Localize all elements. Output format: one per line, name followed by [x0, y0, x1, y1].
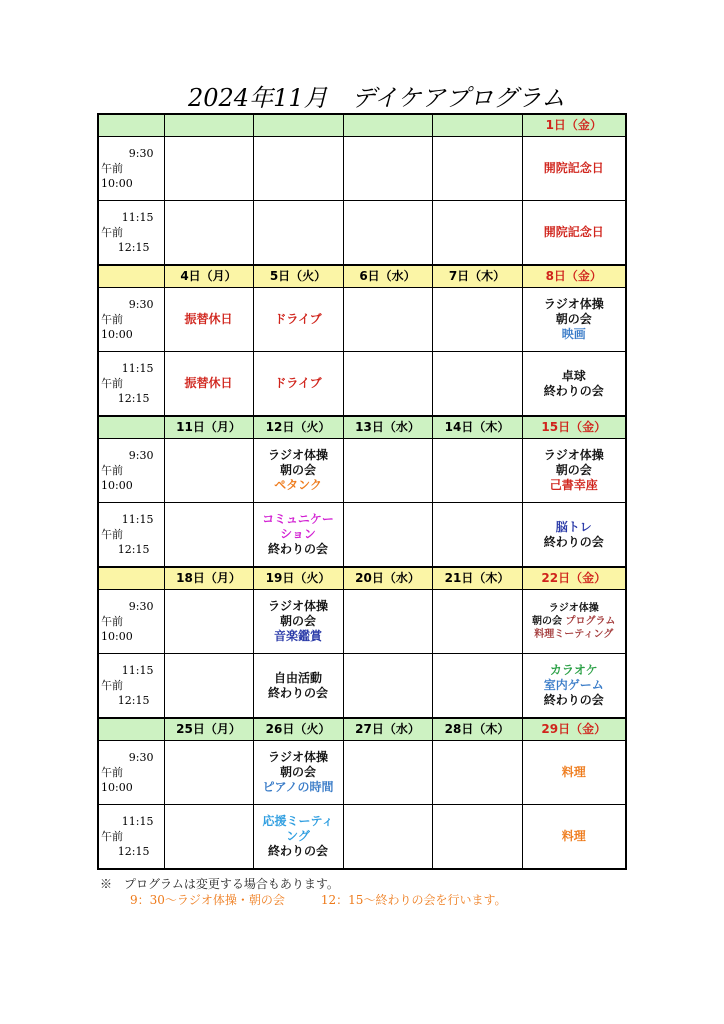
- program-item: [254, 448, 343, 463]
- day-header: 13日（水）: [343, 416, 432, 439]
- program-cell: [343, 654, 432, 719]
- program-text: 振替休日: [184, 376, 233, 390]
- note-change-notice: ※ プログラムは変更する場合もあります。: [100, 877, 339, 891]
- program-item: [254, 478, 343, 493]
- program-cell: [253, 590, 343, 654]
- program-text: コミュニケー: [262, 512, 334, 526]
- program-cell: [432, 288, 522, 352]
- time-end: 10:00: [101, 781, 133, 794]
- program-item: [165, 376, 253, 391]
- time-label-cell: [98, 439, 164, 503]
- program-cell: [164, 352, 253, 417]
- time-slot-row: [98, 439, 626, 503]
- program-text: ピアノの時間: [262, 780, 334, 794]
- program-text: カラオケ: [549, 663, 598, 677]
- program-item: [523, 602, 626, 615]
- program-item: [254, 599, 343, 614]
- program-item: [523, 384, 626, 399]
- header-time-cell: [98, 114, 164, 137]
- time-start: 9:30: [128, 751, 154, 764]
- program-item: [523, 663, 626, 678]
- program-cell: [164, 503, 253, 568]
- program-text: ラジオ体操: [267, 599, 328, 613]
- program-cell: [253, 137, 343, 201]
- time-start: 9:30: [128, 449, 154, 462]
- program-cell: [253, 439, 343, 503]
- time-end: 12:15: [117, 392, 150, 405]
- program-item: [254, 463, 343, 478]
- program-cell: [343, 741, 432, 805]
- program-text: 終わりの会: [267, 542, 328, 556]
- time-start: 9:30: [128, 600, 154, 613]
- program-text: ラジオ体操: [267, 750, 328, 764]
- header-time-cell: [98, 567, 164, 590]
- program-cell: [432, 654, 522, 719]
- day-header: 29日（金）: [522, 718, 626, 741]
- program-item: [254, 814, 343, 829]
- program-item: [165, 312, 253, 327]
- day-header: 5日（火）: [253, 265, 343, 288]
- program-cell: [432, 439, 522, 503]
- day-header: 21日（木）: [432, 567, 522, 590]
- program-item: [523, 615, 626, 628]
- program-text: 振替休日: [184, 312, 233, 326]
- program-text: ラジオ体操: [543, 448, 604, 462]
- day-header: 20日（水）: [343, 567, 432, 590]
- day-header: [253, 114, 343, 137]
- day-header: 11日（月）: [164, 416, 253, 439]
- day-header: [343, 114, 432, 137]
- program-text: 己書幸座: [549, 478, 598, 492]
- program-cell: [343, 503, 432, 568]
- program-item: [254, 527, 343, 542]
- day-header: 22日（金）: [522, 567, 626, 590]
- program-text: 終わりの会: [543, 534, 604, 549]
- program-text: ラジオ体操: [543, 297, 604, 311]
- program-cell: [164, 137, 253, 201]
- program-cell: [522, 503, 626, 568]
- program-item: [254, 829, 343, 844]
- time-period: 午前: [101, 464, 123, 477]
- program-text: ション: [280, 527, 316, 541]
- program-cell: [253, 805, 343, 870]
- program-item: [254, 542, 343, 557]
- day-header: 25日（月）: [164, 718, 253, 741]
- time-label-cell: [98, 805, 164, 870]
- program-item: [523, 312, 626, 327]
- program-text: 卓球: [561, 368, 586, 383]
- program-text: 朝の会: [532, 616, 563, 627]
- program-text: 料理: [561, 765, 586, 779]
- program-text: 終わりの会: [543, 693, 604, 707]
- program-cell: [164, 288, 253, 352]
- time-slot-row: [98, 654, 626, 719]
- day-header: 14日（木）: [432, 416, 522, 439]
- day-header: 19日（火）: [253, 567, 343, 590]
- day-header: 18日（月）: [164, 567, 253, 590]
- program-item: [523, 829, 626, 844]
- time-end: 10:00: [101, 630, 133, 643]
- program-item: [254, 780, 343, 795]
- notes: [100, 876, 660, 908]
- day-header: 1日（金）: [522, 114, 626, 137]
- time-slot-row: [98, 201, 626, 266]
- program-item: [254, 376, 343, 391]
- header-time-cell: [98, 265, 164, 288]
- program-item: [254, 844, 343, 859]
- week-header-row: [98, 567, 626, 590]
- program-cell: [343, 805, 432, 870]
- program-item: [523, 297, 626, 312]
- week-header-row: [98, 718, 626, 741]
- program-text: 開院記念日: [543, 225, 604, 239]
- time-label-cell: [98, 503, 164, 568]
- time-start: 11:15: [121, 513, 154, 526]
- program-cell: [253, 352, 343, 417]
- header-time-cell: [98, 718, 164, 741]
- program-item: [523, 765, 626, 780]
- program-text: 終わりの会: [267, 685, 328, 700]
- program-item: [523, 463, 626, 478]
- program-cell: [432, 503, 522, 568]
- program-item: [254, 312, 343, 327]
- time-period: 午前: [101, 377, 123, 390]
- day-header: 8日（金）: [522, 265, 626, 288]
- program-item: [254, 750, 343, 765]
- program-item: [523, 535, 626, 550]
- program-text: 朝の会: [555, 463, 592, 477]
- program-cell: [432, 590, 522, 654]
- program-item: [254, 629, 343, 644]
- time-period: 午前: [101, 528, 123, 541]
- program-cell: [164, 654, 253, 719]
- program-text: ドライブ: [274, 312, 322, 326]
- program-calendar: [97, 113, 627, 870]
- day-header: 6日（水）: [343, 265, 432, 288]
- program-text: 終わりの会: [267, 844, 328, 858]
- program-item: [254, 686, 343, 701]
- time-label-cell: [98, 741, 164, 805]
- program-text: ラジオ体操: [548, 603, 599, 614]
- program-item: [254, 512, 343, 527]
- program-text: 脳トレ: [555, 519, 592, 534]
- program-cell: [164, 590, 253, 654]
- program-item: [523, 369, 626, 384]
- program-cell: [164, 201, 253, 266]
- time-slot-row: [98, 288, 626, 352]
- program-cell: [343, 288, 432, 352]
- program-text: ング: [286, 829, 310, 843]
- program-cell: [522, 201, 626, 266]
- time-start: 9:30: [128, 298, 154, 311]
- program-cell: [432, 137, 522, 201]
- time-label-cell: [98, 137, 164, 201]
- program-cell: [522, 741, 626, 805]
- time-end: 12:15: [117, 241, 150, 254]
- program-item: [523, 161, 626, 176]
- program-cell: [522, 137, 626, 201]
- program-item: [523, 628, 626, 641]
- program-cell: [164, 741, 253, 805]
- week-header-row: [98, 416, 626, 439]
- time-end: 12:15: [117, 543, 150, 556]
- time-start: 9:30: [128, 147, 154, 160]
- program-text: ラジオ体操: [267, 448, 328, 462]
- time-period: 午前: [101, 226, 123, 239]
- time-start: 11:15: [121, 362, 154, 375]
- program-text: 朝の会: [555, 312, 592, 326]
- program-item: [523, 520, 626, 535]
- program-cell: [253, 654, 343, 719]
- program-cell: [253, 741, 343, 805]
- time-end: 10:00: [101, 177, 133, 190]
- week-header-row: [98, 114, 626, 137]
- time-period: 午前: [101, 162, 123, 175]
- program-cell: [522, 288, 626, 352]
- program-item: [254, 765, 343, 780]
- day-header: 12日（火）: [253, 416, 343, 439]
- program-cell: [432, 741, 522, 805]
- program-text: 朝の会: [279, 614, 316, 628]
- program-item: [523, 693, 626, 708]
- time-end: 10:00: [101, 479, 133, 492]
- program-text: 料理: [561, 829, 586, 843]
- time-period: 午前: [101, 615, 123, 628]
- time-slot-row: [98, 352, 626, 417]
- day-header: [164, 114, 253, 137]
- program-cell: [432, 805, 522, 870]
- day-header: 4日（月）: [164, 265, 253, 288]
- program-text: 料理ミーティング: [534, 629, 614, 640]
- time-slot-row: [98, 503, 626, 568]
- program-text: ペタンク: [274, 478, 322, 492]
- program-item: [254, 671, 343, 686]
- program-text: 朝の会: [279, 463, 316, 477]
- program-item: [523, 448, 626, 463]
- program-cell: [343, 439, 432, 503]
- program-cell: [522, 590, 626, 654]
- day-header: 26日（火）: [253, 718, 343, 741]
- program-item: [254, 614, 343, 629]
- program-text: 終わりの会: [543, 383, 604, 398]
- page-title: 2024年11月 デイケアプログラム: [188, 84, 566, 112]
- time-slot-row: [98, 590, 626, 654]
- program-cell: [253, 201, 343, 266]
- program-text-suffix: プログラム: [565, 616, 616, 627]
- time-start: 11:15: [121, 815, 154, 828]
- program-item: [523, 478, 626, 493]
- program-cell: [432, 352, 522, 417]
- program-text: 室内ゲーム: [543, 678, 604, 692]
- program-item: [523, 678, 626, 693]
- program-cell: [522, 805, 626, 870]
- program-text: 応援ミーティ: [262, 814, 334, 828]
- time-label-cell: [98, 590, 164, 654]
- program-cell: [343, 201, 432, 266]
- time-start: 11:15: [121, 211, 154, 224]
- program-cell: [432, 201, 522, 266]
- program-text: ドライブ: [274, 376, 322, 390]
- time-slot-row: [98, 805, 626, 870]
- program-cell: [253, 503, 343, 568]
- time-period: 午前: [101, 679, 123, 692]
- note-schedule: 9：30～ラジオ体操・朝の会 12：15～終わりの会を行います。: [130, 893, 507, 907]
- program-cell: [164, 439, 253, 503]
- time-slot-row: [98, 137, 626, 201]
- time-slot-row: [98, 741, 626, 805]
- time-period: 午前: [101, 830, 123, 843]
- time-end: 12:15: [117, 694, 150, 707]
- program-item: [523, 327, 626, 342]
- time-end: 12:15: [117, 845, 150, 858]
- program-cell: [343, 352, 432, 417]
- program-cell: [522, 654, 626, 719]
- time-period: 午前: [101, 766, 123, 779]
- week-header-row: [98, 265, 626, 288]
- time-start: 11:15: [121, 664, 154, 677]
- day-header: 7日（木）: [432, 265, 522, 288]
- program-cell: [522, 439, 626, 503]
- program-text: 開院記念日: [543, 161, 604, 175]
- program-cell: [522, 352, 626, 417]
- program-text: 音楽鑑賞: [273, 629, 322, 643]
- program-cell: [164, 805, 253, 870]
- day-header: 27日（水）: [343, 718, 432, 741]
- day-header: 28日（木）: [432, 718, 522, 741]
- program-cell: [343, 590, 432, 654]
- time-label-cell: [98, 654, 164, 719]
- program-text: 朝の会: [279, 765, 316, 779]
- time-label-cell: [98, 201, 164, 266]
- time-label-cell: [98, 288, 164, 352]
- program-cell: [343, 137, 432, 201]
- day-header: [432, 114, 522, 137]
- program-text: 映画: [561, 327, 586, 341]
- time-period: 午前: [101, 313, 123, 326]
- time-label-cell: [98, 352, 164, 417]
- time-end: 10:00: [101, 328, 133, 341]
- program-text: 自由活動: [273, 670, 322, 685]
- program-item: [523, 225, 626, 240]
- program-cell: [253, 288, 343, 352]
- day-header: 15日（金）: [522, 416, 626, 439]
- header-time-cell: [98, 416, 164, 439]
